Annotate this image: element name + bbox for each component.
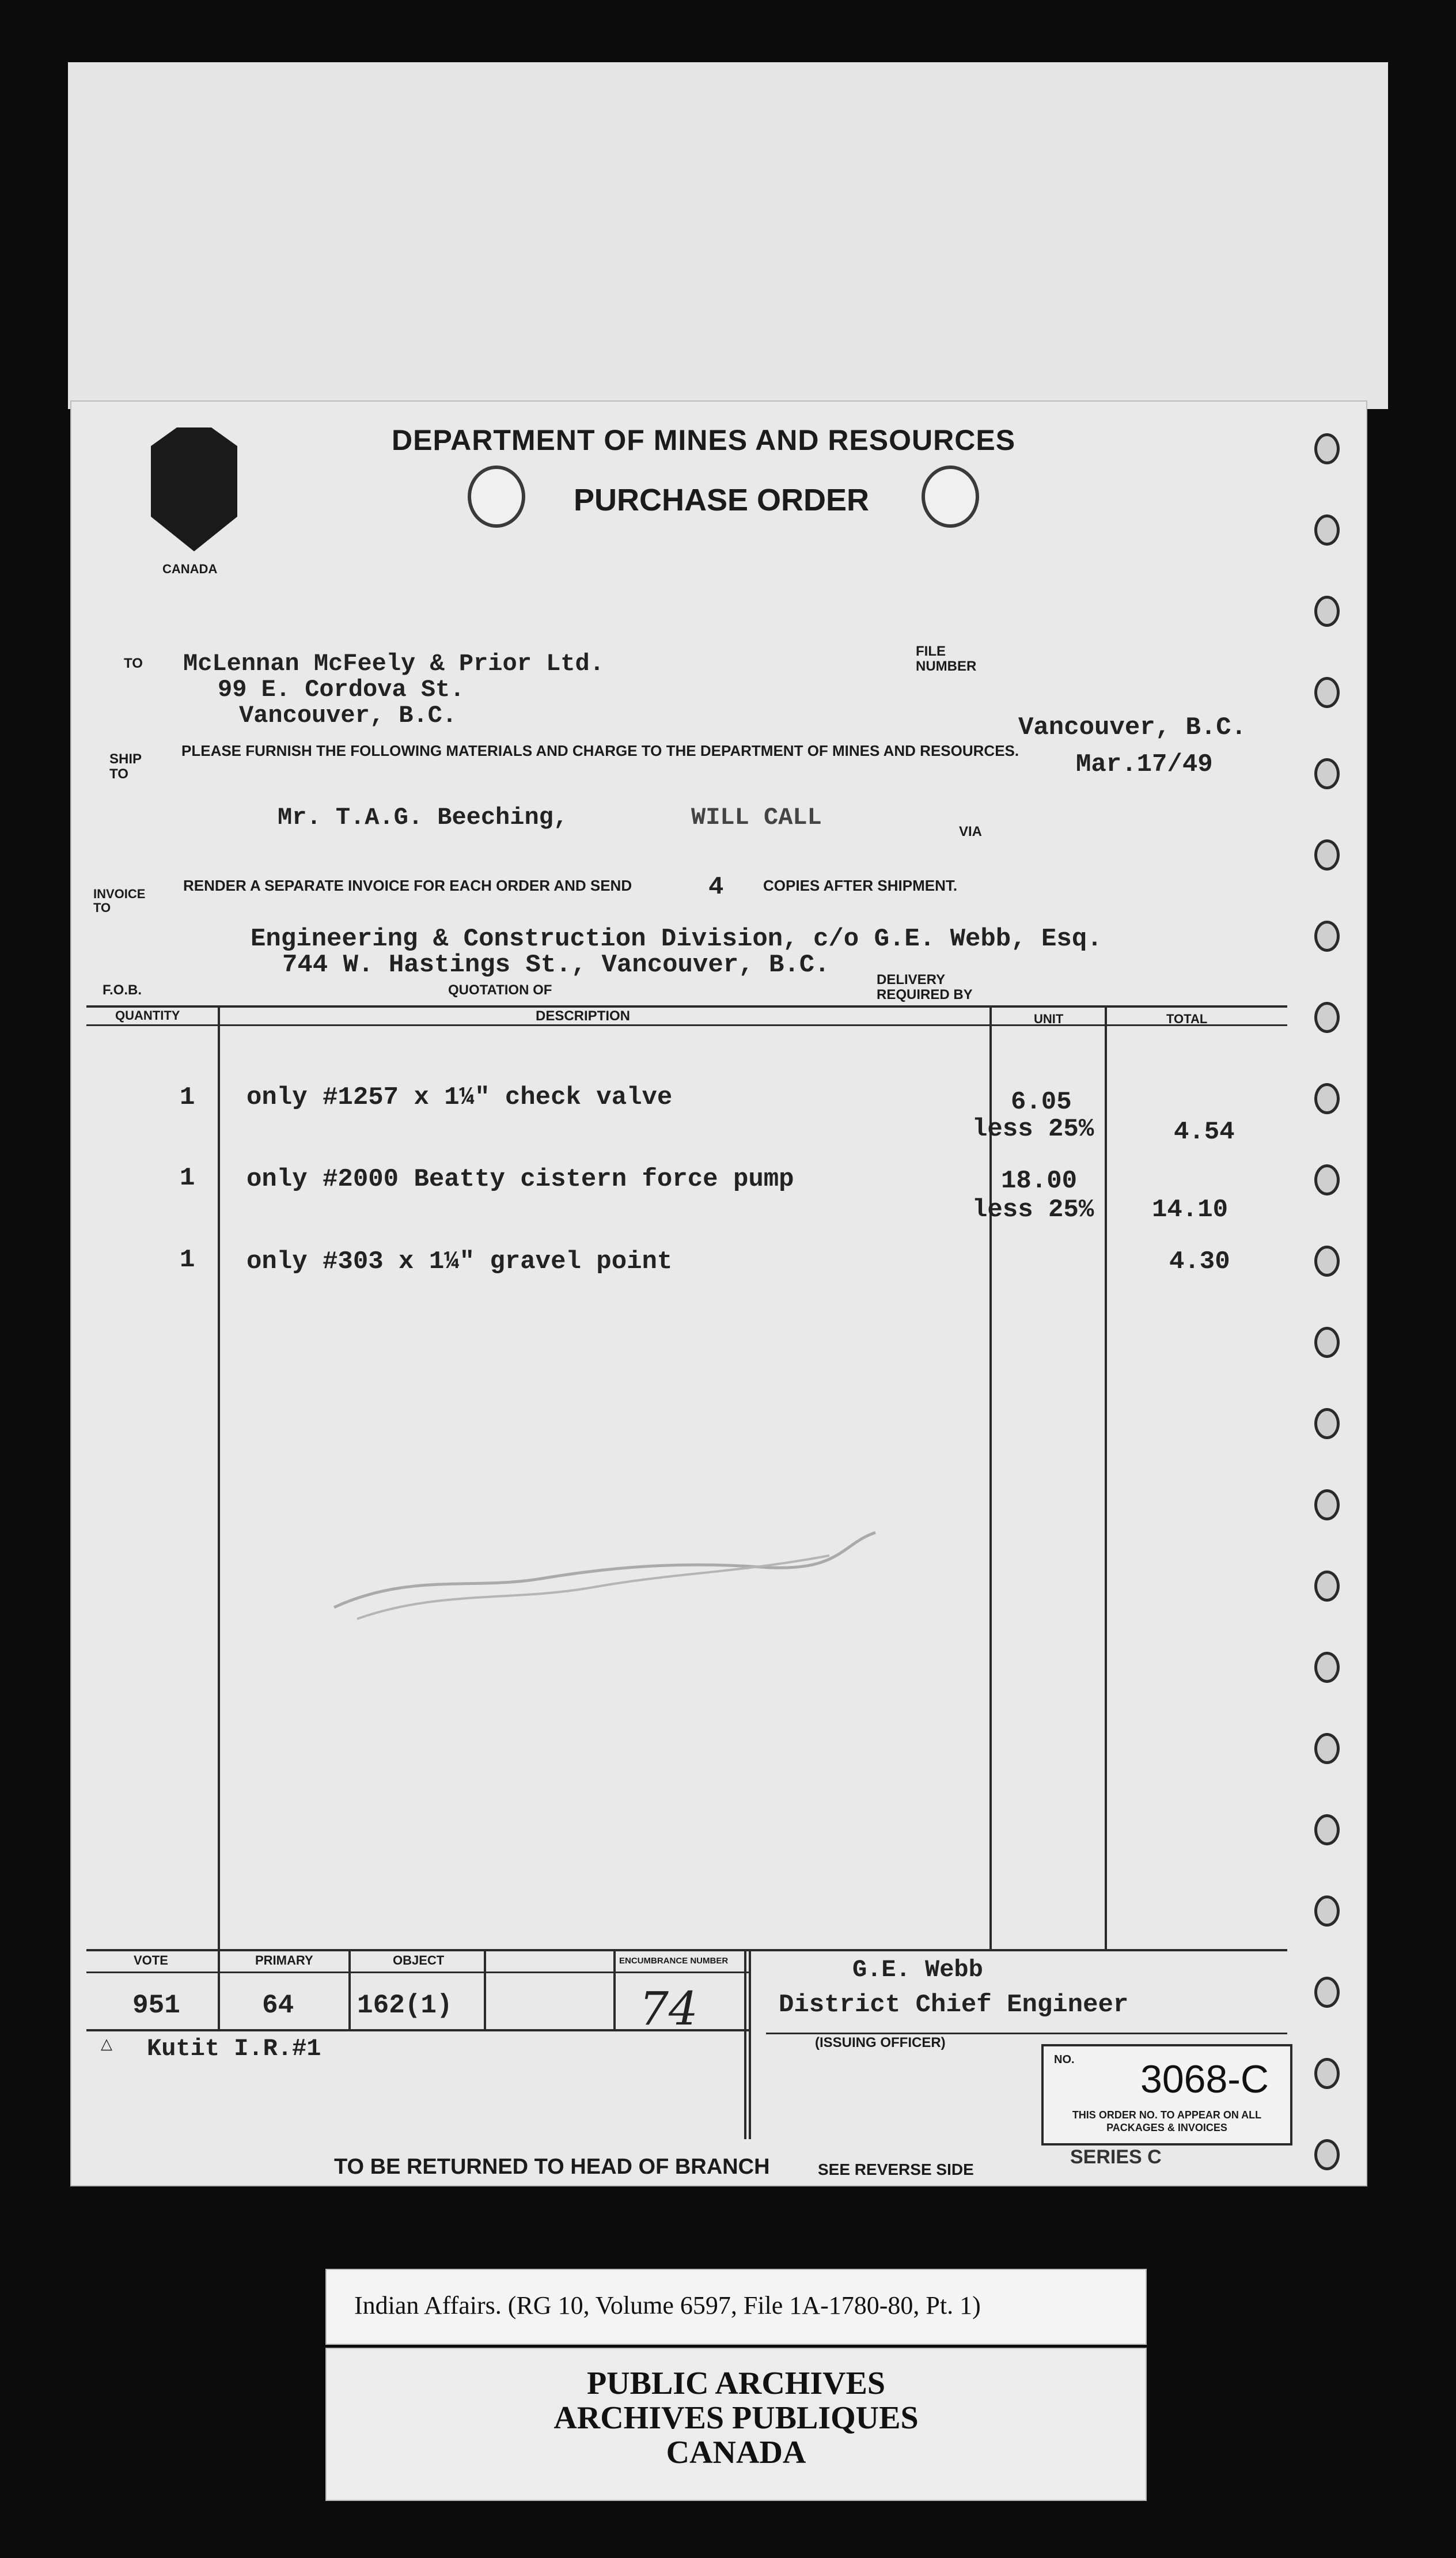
ship-to-label: SHIP TO bbox=[109, 751, 142, 782]
accounting-col-rule bbox=[218, 1949, 220, 2030]
feed-hole-icon bbox=[1314, 758, 1340, 789]
furnish-instruction: PLEASE FURNISH THE FOLLOWING MATERIALS AND CHARGE TO THE DEPARTMENT OF MINES AND RESOURCES. bbox=[181, 742, 1019, 759]
row-total: 4.30 bbox=[1169, 1247, 1230, 1276]
feed-hole-icon bbox=[1314, 2139, 1340, 2170]
accounting-col-rule bbox=[484, 1949, 486, 2030]
invoice-line-1: Engineering & Construction Division, c/o G.E. Webb, Esq. bbox=[251, 925, 1102, 953]
feed-hole-icon bbox=[1314, 514, 1340, 546]
row-unit: 6.05 bbox=[1011, 1088, 1072, 1117]
feed-hole-icon bbox=[1314, 596, 1340, 627]
accounting-col-rule bbox=[613, 1949, 616, 2030]
object-header: OBJECT bbox=[393, 1953, 445, 1967]
accounting-top-rule bbox=[86, 1949, 749, 1951]
punch-hole-icon bbox=[468, 466, 525, 528]
return-instruction: TO BE RETURNED TO HEAD OF BRANCH bbox=[334, 2155, 770, 2179]
total-column-rule bbox=[1105, 1005, 1107, 1949]
feed-hole-icon bbox=[1314, 1408, 1340, 1439]
feed-hole-icon bbox=[1314, 1002, 1340, 1033]
via-label: VIA bbox=[959, 824, 983, 839]
unit-column-rule bbox=[989, 1005, 992, 1949]
order-number-notice: THIS ORDER NO. TO APPEAR ON ALL PACKAGES & INVOICES bbox=[1072, 2109, 1262, 2133]
file-place: Vancouver, B.C. bbox=[1018, 713, 1247, 742]
ship-to-name: Mr. T.A.G. Beeching, bbox=[278, 804, 568, 831]
feed-hole-icon bbox=[1314, 1895, 1340, 1927]
quotation-label: QUOTATION OF bbox=[448, 982, 552, 998]
vote-header: VOTE bbox=[134, 1953, 168, 1967]
pencil-scribble-icon bbox=[323, 1521, 887, 1636]
feed-hole-icon bbox=[1314, 1977, 1340, 2008]
row-unit-note: less 25% bbox=[972, 1115, 1094, 1144]
series-label: SERIES C bbox=[1070, 2146, 1162, 2168]
file-number-label: FILE NUMBER bbox=[916, 644, 977, 674]
encumbrance-header: ENCUMBRANCE NUMBER bbox=[619, 1956, 729, 1966]
row-quantity: 1 bbox=[180, 1246, 195, 1274]
stamp-line: PUBLIC ARCHIVES bbox=[586, 2366, 886, 2401]
to-label: TO bbox=[124, 656, 143, 671]
render-instruction: RENDER A SEPARATE INVOICE FOR EACH ORDER AND SEND bbox=[183, 877, 632, 894]
triangle-icon: △ bbox=[101, 2035, 112, 2052]
delivery-label: DELIVERY REQUIRED BY bbox=[877, 972, 973, 1002]
issuer-title: District Chief Engineer bbox=[779, 1991, 1129, 2019]
order-no-label: NO. bbox=[1054, 2053, 1075, 2066]
addressee-city: Vancouver, B.C. bbox=[239, 702, 457, 729]
archive-caption: Indian Affairs. (RG 10, Volume 6597, File 1A-1780-80, Pt. 1) bbox=[354, 2291, 981, 2319]
encumbrance-value: 74 bbox=[639, 1982, 698, 2035]
invoice-line-2: 744 W. Hastings St., Vancouver, B.C. bbox=[282, 951, 830, 979]
issuing-officer-label: (ISSUING OFFICER) bbox=[815, 2035, 946, 2050]
feed-hole-icon bbox=[1314, 839, 1340, 871]
order-number-box bbox=[1041, 2044, 1292, 2145]
archive-caption-box bbox=[325, 2269, 1147, 2345]
addressee-name: McLennan McFeely & Prior Ltd. bbox=[183, 650, 604, 678]
accounting-header-rule bbox=[86, 1972, 749, 1973]
invoice-to-label: INVOICE TO bbox=[93, 887, 146, 915]
primary-header: PRIMARY bbox=[255, 1953, 313, 1967]
row-total: 14.10 bbox=[1152, 1195, 1228, 1224]
punch-hole-icon bbox=[922, 466, 979, 528]
stamp-line: ARCHIVES PUBLIQUES bbox=[553, 2400, 919, 2436]
description-header: DESCRIPTION bbox=[536, 1008, 631, 1024]
order-date: Mar.17/49 bbox=[1076, 750, 1213, 779]
stamp-line: CANADA bbox=[666, 2435, 806, 2470]
form-title: PURCHASE ORDER bbox=[574, 483, 870, 517]
feed-hole-icon bbox=[1314, 1327, 1340, 1358]
feed-hole-icon bbox=[1314, 1246, 1340, 1277]
feed-hole-icon bbox=[1314, 2058, 1340, 2089]
row-quantity: 1 bbox=[180, 1083, 195, 1112]
feed-hole-icon bbox=[1314, 1814, 1340, 1845]
issuer-name: G.E. Webb bbox=[852, 1956, 983, 1984]
feed-hole-icon bbox=[1314, 921, 1340, 952]
feed-hole-icon bbox=[1314, 1652, 1340, 1683]
feed-hole-icon bbox=[1314, 677, 1340, 708]
accounting-col-rule bbox=[749, 1949, 751, 2139]
accounting-col-rule bbox=[744, 1949, 746, 2139]
paper-top bbox=[68, 62, 1388, 409]
feed-hole-icon bbox=[1314, 1083, 1340, 1114]
order-number: 3068-C bbox=[1140, 2057, 1269, 2101]
department-title: DEPARTMENT OF MINES AND RESOURCES bbox=[392, 424, 1016, 456]
table-top-rule bbox=[86, 1005, 1287, 1008]
primary-value: 64 bbox=[262, 1991, 294, 2020]
reserve-note: Kutit I.R.#1 bbox=[147, 2035, 321, 2063]
row-quantity: 1 bbox=[180, 1164, 195, 1193]
crest-label: CANADA bbox=[162, 562, 218, 576]
row-unit: 18.00 bbox=[1001, 1167, 1078, 1195]
row-description: only #1257 x 1¼" check valve bbox=[247, 1083, 673, 1112]
feed-hole-icon bbox=[1314, 433, 1340, 464]
feed-hole-icon bbox=[1314, 1571, 1340, 1602]
archive-stamp bbox=[325, 2348, 1147, 2501]
feed-hole-icon bbox=[1314, 1164, 1340, 1195]
ship-method: WILL CALL bbox=[691, 804, 822, 831]
row-total: 4.54 bbox=[1174, 1118, 1235, 1146]
feed-hole-icon bbox=[1314, 1489, 1340, 1520]
total-header: TOTAL bbox=[1166, 1012, 1208, 1026]
row-description: only #2000 Beatty cistern force pump bbox=[247, 1165, 794, 1194]
vote-value: 951 bbox=[132, 1991, 180, 2020]
row-description: only #303 x 1¼" gravel point bbox=[247, 1247, 673, 1276]
quantity-column-rule bbox=[218, 1005, 220, 1949]
table-header-rule bbox=[86, 1024, 1287, 1026]
object-value: 162(1) bbox=[357, 1991, 453, 2020]
copies-count: 4 bbox=[708, 873, 724, 902]
quantity-header: QUANTITY bbox=[115, 1008, 180, 1023]
row-unit-note: less 25% bbox=[972, 1195, 1094, 1224]
addressee-street: 99 E. Cordova St. bbox=[218, 676, 465, 703]
render-suffix: COPIES AFTER SHIPMENT. bbox=[763, 877, 958, 894]
reverse-side-note: SEE REVERSE SIDE bbox=[818, 2160, 974, 2178]
accounting-col-rule bbox=[348, 1949, 351, 2030]
unit-header: UNIT bbox=[1034, 1012, 1064, 1026]
issuer-rule bbox=[766, 2033, 1287, 2034]
feed-hole-icon bbox=[1314, 1733, 1340, 1764]
fob-label: F.O.B. bbox=[103, 982, 142, 998]
